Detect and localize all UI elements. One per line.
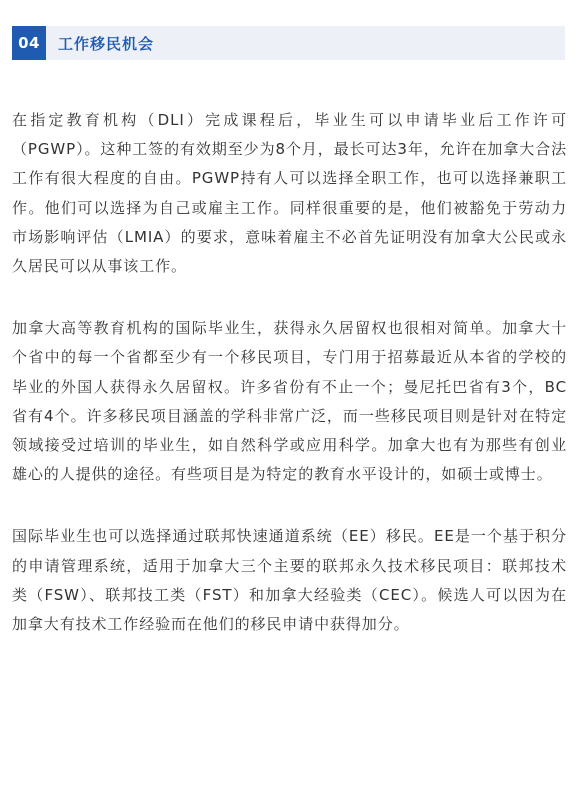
paragraph-express-entry: 国际毕业生也可以选择通过联邦快速通道系统（EE）移民。EE是一个基于积分的申请管理系统，适用于加拿大三个主要的联邦永久技术移民项目：联邦技术类（FSW）、联邦技工类（FST）和加拿大经验类（CEC）。候选人可以因为在加拿大有技术工作经验而在他们的移民申请中获得加分。 <box>12 527 567 634</box>
section-number-badge: 04 <box>12 26 46 60</box>
section-header <box>12 26 565 60</box>
section-title: 工作移民机会 <box>58 34 155 53</box>
article-body <box>12 106 567 672</box>
paragraph-provincial-programs: 加拿大高等教育机构的国际毕业生，获得永久居留权也很相对简单。加拿大十个省中的每一个省都至少有一个移民项目，专门用于招募最近从本省的学校的毕业的外国人获得永久居留权。许多省份有不止一个；曼尼托巴省有3个，BC省有4个。许多移民项目涵盖的学科非常广泛，而一些移民项目则是针对在特定领域接受过培训的毕业生，如自然科学或应用科学。加拿大也有为那些有创业雄心的人提供的途径。有些项目是为特定的教育水平设计的，如硕士或博士。 <box>12 319 567 484</box>
paragraph-pgwp: 在指定教育机构（DLI）完成课程后，毕业生可以申请毕业后工作许可（PGWP）。这种工签的有效期至少为8个月，最长可达3年，允许在加拿大合法工作有很大程度的自由。PGWP持有人可以选择全职工作，也可以选择兼职工作。他们可以选择为自己或雇主工作。同样很重要的是，他们被豁免于劳动力市场影响评估（LMIA）的要求，意味着雇主不必首先证明没有加拿大公民或永久居民可以从事该工作。 <box>12 111 567 276</box>
